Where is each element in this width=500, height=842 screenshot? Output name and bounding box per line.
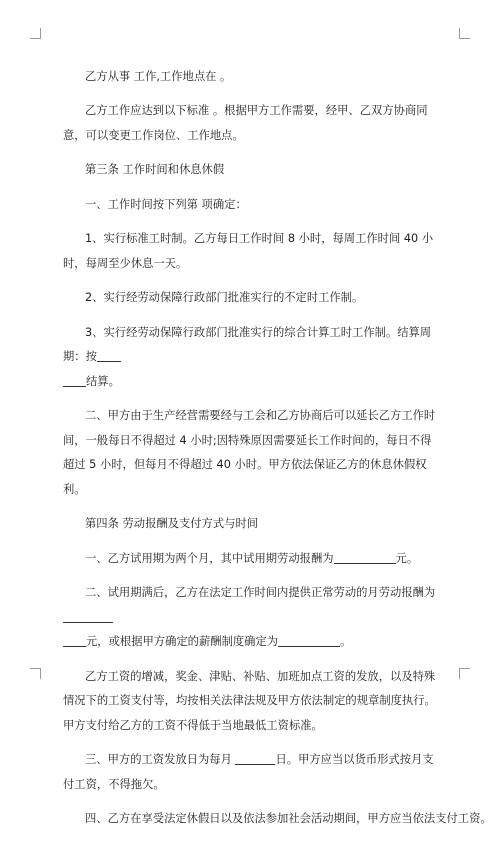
heading-article-4: 第四条 劳动报酬及支付方式与时间 — [85, 517, 259, 531]
monthly-pay-blank-2 — [63, 635, 86, 647]
paragraph-probation-pay — [63, 547, 441, 572]
paragraph-work-standard: 乙方工作应达到以下标准 。根据甲方工作需要，经甲、乙双方协商同意，可以变更工作岗位、工作地点。 — [63, 104, 428, 142]
probation-pay-unit: 元。 — [395, 551, 419, 565]
paragraph-overtime: 二、甲方由于生产经营需要经与工会和乙方协商后可以延长乙方工作时间，一般每日不得超过 4 小时;因特殊原因需要延长工作时间的，每日不得超过 5 小时，但每月不得超过 40 小时。甲方依法保证乙方的休息休假权利。 — [63, 409, 436, 496]
settlement-text: 结算。 — [86, 374, 120, 388]
crop-mark-top-left — [30, 28, 41, 39]
salary-system-blank — [278, 635, 340, 647]
paragraph-standard-hours: 1、实行标准工时制。乙方每日工作时间 8 小时，每周工作时间 40 小时，每周至少休息一天。 — [63, 232, 434, 270]
settlement-period-blank — [97, 350, 121, 362]
monthly-pay-blank — [63, 610, 113, 622]
paragraph-monthly-pay — [63, 581, 441, 655]
heading-article-3: 第三条 工作时间和休息休假 — [85, 163, 225, 177]
payday-text: 三、甲方的工资发放日为每月 — [85, 753, 232, 767]
payday-blank — [235, 753, 275, 765]
monthly-pay-alt-text: 元，或根据甲方确定的薪酬制度确定为 — [86, 635, 279, 649]
payday-rest: 日。甲方应当以货币形式按月支付工资，不得拖欠。 — [63, 753, 434, 791]
probation-pay-blank — [334, 551, 396, 563]
monthly-pay-end: 。 — [340, 635, 352, 649]
monthly-pay-text: 二、试用期满后，乙方在法定工作时间内提供正常劳动的月劳动报酬为 — [85, 586, 436, 600]
probation-pay-text: 一、乙方试用期为两个月，其中试用期劳动报酬为 — [85, 551, 334, 565]
paragraph-holiday-pay: 四、乙方在享受法定休假日以及依法参加社会活动期间，甲方应当依法支付工资。 — [85, 812, 492, 826]
crop-mark-bottom-right — [459, 668, 470, 679]
paragraph-working-hours: 一、工作时间按下列第 项确定： — [85, 197, 247, 211]
paragraph-payday — [63, 748, 441, 797]
paragraph-flexible-hours: 2、实行经劳动保障行政部门批准实行的不定时工作制。 — [85, 291, 364, 305]
paragraph-comprehensive-hours — [63, 321, 441, 395]
crop-mark-top-right — [459, 28, 470, 39]
paragraph-work-location: 乙方从事 工作,工作地点在 。 — [85, 70, 232, 83]
comprehensive-hours-text: 3、实行经劳动保障行政部门批准实行的综合计算工时工作制。结算周期：按 — [63, 325, 432, 364]
paragraph-salary-adjustment: 乙方工资的增减，奖金、津贴、补贴、加班加点工资的发放，以及特殊情况下的工资支付等，均按相关法律法规及甲方依法制定的规章制度执行。甲方支付给乙方的工资不得低于当地最低工资标准。 — [63, 669, 436, 732]
crop-mark-bottom-left — [30, 668, 41, 679]
settlement-period-blank-2 — [63, 375, 86, 387]
document-body — [63, 65, 492, 842]
